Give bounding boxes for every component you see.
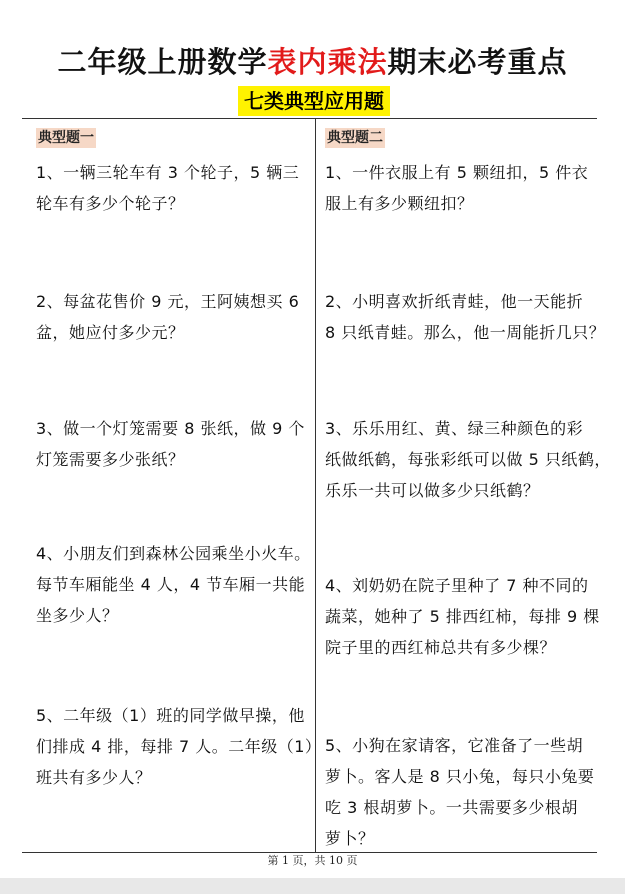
question-line: 5、小狗在家请客，它准备了一些胡	[325, 736, 584, 755]
question-line: 们排成 4 排，每排 7 人。二年级（1）	[36, 737, 322, 756]
question-line: 8 只纸青蛙。那么，他一周能折几只？	[325, 323, 606, 342]
question-line: 3、乐乐用红、黄、绿三种颜色的彩	[325, 419, 584, 438]
question-line: 院子里的西红柿总共有多少棵？	[325, 638, 557, 657]
question-line: 4、小朋友们到森林公园乘坐小火车。	[36, 544, 311, 563]
question-2-3	[325, 413, 611, 506]
title-part1: 二年级上册数学	[57, 45, 268, 79]
question-line: 3、做一个灯笼需要 8 张纸，做 9 个	[36, 419, 305, 438]
question-line: 蔬菜，她种了 5 排西红柿，每排 9 棵	[325, 607, 600, 626]
question-line: 萝卜？	[325, 829, 375, 848]
question-line: 坐多少人？	[36, 606, 119, 625]
question-line: 吃 3 根胡萝卜。一共需要多少根胡	[325, 798, 578, 817]
top-divider	[22, 118, 597, 119]
title-part2: 期末必考重点	[387, 45, 568, 79]
question-line: 1、一辆三轮车有 3 个轮子，5 辆三	[36, 163, 300, 182]
question-line: 灯笼需要多少张纸？	[36, 450, 185, 469]
question-2-4	[325, 570, 600, 663]
question-line: 班共有多少人？	[36, 768, 152, 787]
title-highlight: 表内乘法	[267, 45, 388, 79]
subtitle-banner: 七类典型应用题	[238, 86, 390, 116]
question-line: 纸做纸鹤，每张彩纸可以做 5 只纸鹤，	[325, 450, 611, 469]
question-line: 轮车有多少个轮子？	[36, 194, 185, 213]
question-line: 服上有多少颗纽扣？	[325, 194, 474, 213]
question-2-1	[325, 157, 588, 219]
question-line: 盆，她应付多少元？	[36, 323, 185, 342]
question-line: 每节车厢能坐 4 人，4 节车厢一共能	[36, 575, 306, 594]
question-2-2	[325, 286, 605, 348]
bottom-bar	[0, 878, 625, 894]
question-line: 萝卜。客人是 8 只小兔，每只小兔要	[325, 767, 595, 786]
question-1-2	[36, 286, 299, 348]
question-line: 5、二年级（1）班的同学做早操，他	[36, 706, 305, 725]
question-line: 4、刘奶奶在院子里种了 7 种不同的	[325, 576, 589, 595]
question-1-1	[36, 157, 299, 219]
column-header-2: 典型题二	[327, 130, 383, 146]
page-footer: 第 1 页，共 10 页	[267, 854, 358, 867]
question-line: 2、小明喜欢折纸青蛙，他一天能折	[325, 292, 584, 311]
question-line: 乐乐一共可以做多少只纸鹤？	[325, 481, 540, 500]
question-line: 1、一件衣服上有 5 颗纽扣，5 件衣	[325, 163, 589, 182]
question-1-3	[36, 413, 305, 475]
question-1-5	[36, 700, 321, 793]
column-header-1: 典型题一	[38, 130, 94, 146]
page-title	[0, 40, 625, 81]
question-1-4	[36, 538, 311, 631]
question-line: 2、每盆花售价 9 元，王阿姨想买 6	[36, 292, 300, 311]
question-2-5	[325, 730, 594, 854]
